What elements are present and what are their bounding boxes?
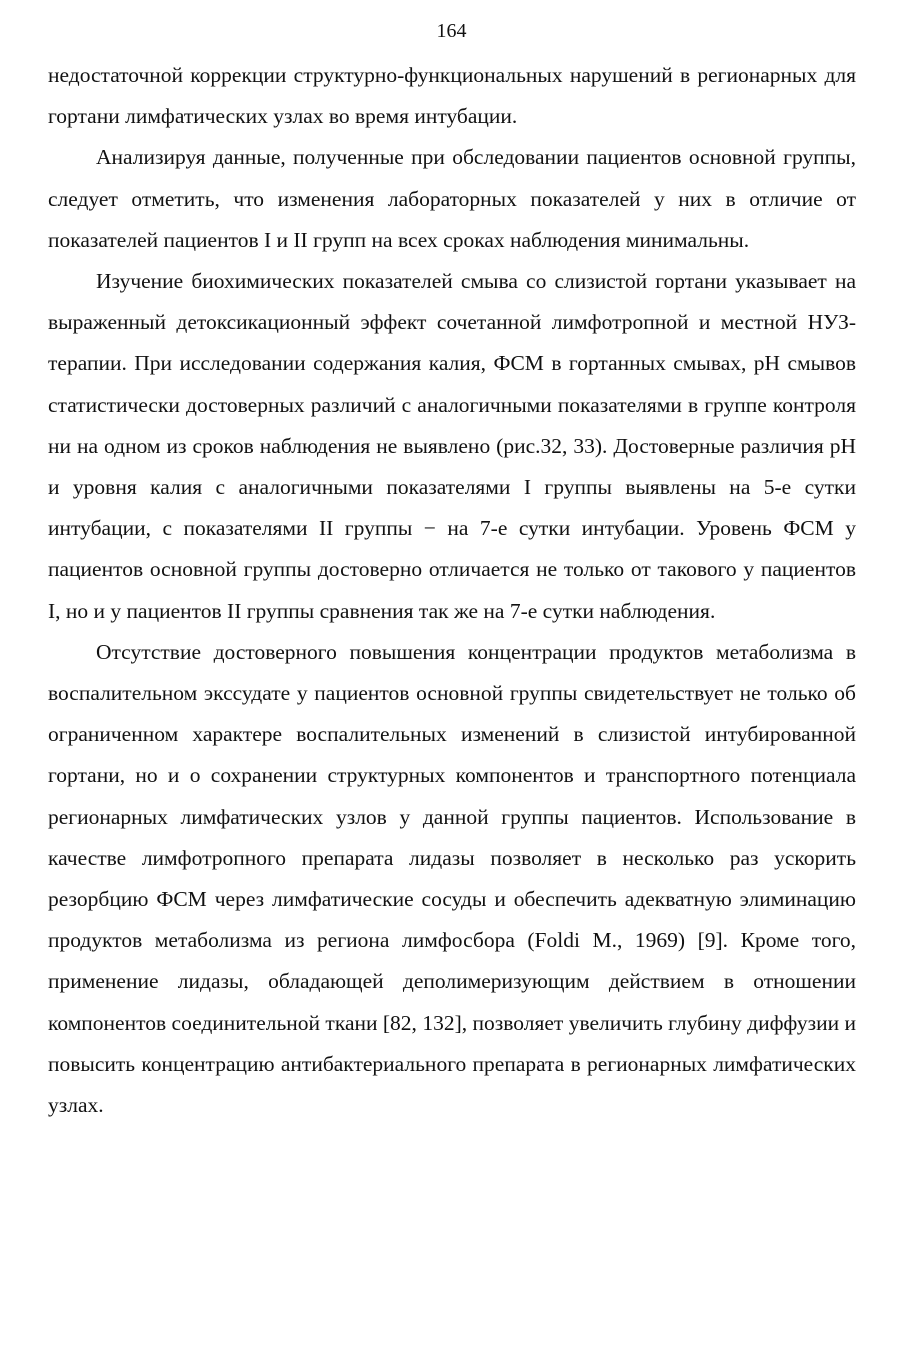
body-text <box>48 55 856 1126</box>
paragraph-metabolism: Отсутствие достоверного повышения концентрации продуктов метаболизма в воспалительном экссудате у пациентов основной группы свидетельствует не только об ограниченном характере воспалительных изменений в слизистой интубированной гортани, но и о сохранении структурных компонентов и транспортного потенциала регионарных лимфатических узлов у данной группы пациентов. Использование в качестве лимфотропного препарата лидазы позволяет в несколько раз ускорить резорбцию ФСМ через лимфатические сосуды и обеспечить адекватную элиминацию продуктов метаболизма из региона лимфосбора (Foldi M., 1969) [9]. Кроме того, применение лидазы, обладающей деполимеризующим действием в отношении компонентов соединительной ткани [82, 132], позволяет увеличить глубину диффузии и повысить концентрацию антибактериального препарата в регионарных лимфатических узлах. <box>48 639 856 1118</box>
page-number: 164 <box>436 20 467 42</box>
paragraph-continuation: недостаточной коррекции структурно-функциональных нарушений в регионарных для гортани лимфатических узлах во время интубации. <box>48 63 856 129</box>
paragraph-lab-results: Анализируя данные, полученные при обследовании пациентов основной группы, следует отметить, что изменения лабораторных показателей у них в отличие от показателей пациентов I и II групп на всех сроках наблюдения минимальны. <box>48 145 856 252</box>
paragraph-biochemistry: Изучение биохимических показателей смыва со слизистой гортани указывает на выраженный детоксикационный эффект сочетанной лимфотропной и местной НУЗ-терапии. При исследовании содержания калия, ФСМ в гортанных смывах, pH смывов статистически достоверных различий с аналогичными показателями в группе контроля ни на одном из сроков наблюдения не выявлено (рис.32, 33). Достоверные различия pH и уровня калия с аналогичными показателями I группы выявлены на 5-е сутки интубации, с показателями II группы − на 7-е сутки интубации. Уровень ФСМ у пациентов основной группы достоверно отличается не только от такового у пациентов I, но и у пациентов II группы сравнения так же на 7-е сутки наблюдения. <box>48 269 856 623</box>
